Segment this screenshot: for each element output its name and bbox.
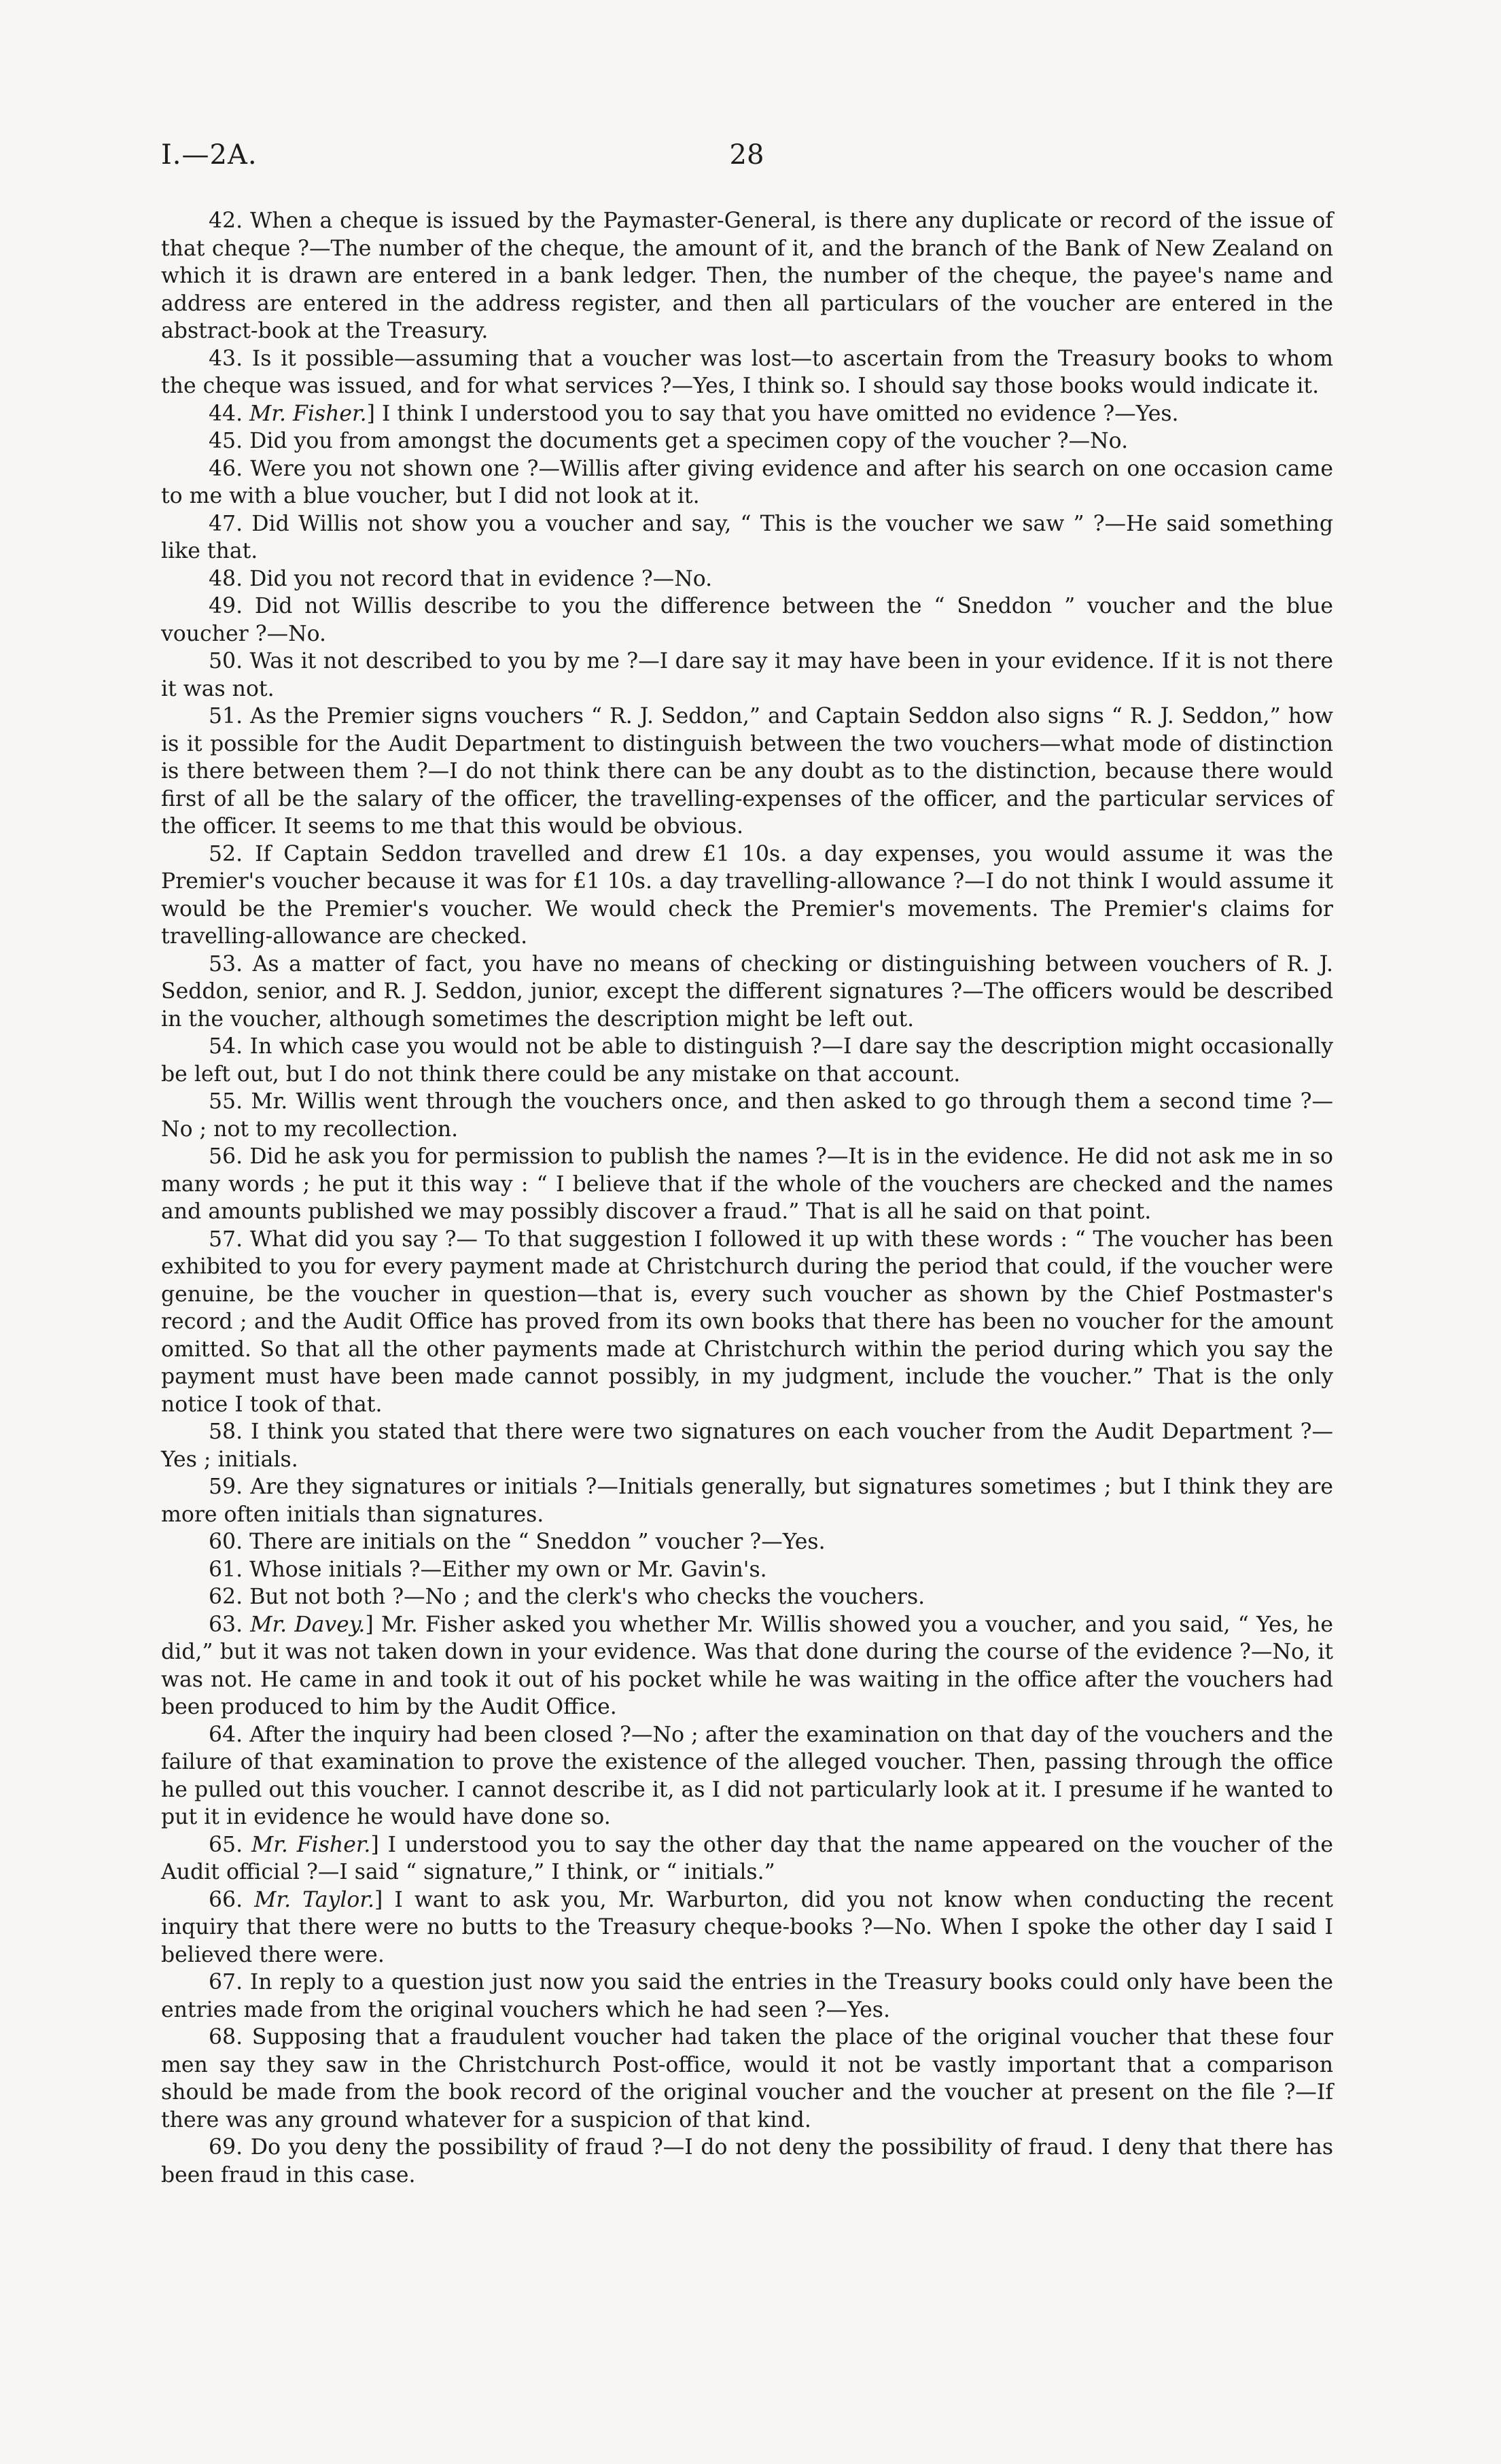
question-56: 56. Did he ask you for permission to publish the names ?—It is in the evidence. He did not ask me in so many words ; he put it this way : “ I believe that if the whole of the vouchers are checked and the names and amounts published we may possibly discover a fraud.” That is all he said on that point. <box>161 1144 1333 1224</box>
question-66 <box>161 1886 1333 1969</box>
question-number: 65. <box>209 1832 243 1857</box>
question-55: 55. Mr. Willis went through the vouchers once, and then asked to go through them a second time ?—No ; not to my recollection. <box>161 1089 1333 1142</box>
question-58: 58. I think you stated that there were two signatures on each voucher from the Audit Department ?—Yes ; initials. <box>161 1420 1333 1472</box>
question-49: 49. Did not Willis describe to you the difference between the “ Sneddon ” voucher and the blue voucher ?—No. <box>161 594 1333 646</box>
question-54: 54. In which case you would not be able to distinguish ?—I dare say the description might occasionally be left out, but I do not think there could be any mistake on that account. <box>161 1034 1333 1087</box>
question-67: 67. In reply to a question just now you said the entries in the Treasury books could only have been the entries made from the original vouchers which he had seen ?—Yes. <box>161 1970 1333 2022</box>
question-59: 59. Are they signatures or initials ?—Initials generally, but signatures sometimes ; but I think they are more often initials than signatures. <box>161 1475 1333 1527</box>
question-69: 69. Do you deny the possibility of fraud ?—I do not deny the possibility of fraud. I deny that there has been fraud in this case. <box>161 2135 1333 2187</box>
question-51: 51. As the Premier signs vouchers “ R. J. Seddon,” and Captain Seddon also signs “ R. J. Seddon,” how is it possible for the Audit Department to distinguish between the two vouchers—what mode of distinction is there between them ?—I do not think there can be any doubt as to the distinction, because there would first of all be the salary of the officer, the travelling-expenses of the officer, and the particular services of the officer. It seems to me that this would be obvious. <box>161 704 1333 839</box>
speaker-name: Mr. Davey. <box>250 1612 366 1637</box>
question-45: 45. Did you from amongst the documents get a specimen copy of the voucher ?—No. <box>209 429 1129 453</box>
question-text: ] I want to ask you, Mr. Warburton, did you not know when conducting the recent inquiry that there were no butts to the Treasury cheque-books ?—No. When I spoke the other day I said I believed there were. <box>161 1887 1333 1967</box>
question-50: 50. Was it not described to you by me ?—I dare say it may have been in your evidence. If it is not there it was not. <box>161 649 1333 701</box>
question-63 <box>161 1611 1333 1721</box>
question-text: ] Mr. Fisher asked you whether Mr. Willis showed you a voucher, and you said, “ Yes, he did,” but it was not taken down in your evidence. Was that done during the course of the evidence ?—No, it was not. He came in and took it out of his pocket while he was waiting in the office after the vouchers had been produced to him by the Audit Office. <box>161 1612 1333 1719</box>
question-68: 68. Supposing that a fraudulent voucher had taken the place of the original voucher that these four men say they saw in the Christchurch Post-office, would it not be vastly important that a comparison should be made from the book record of the original voucher and the voucher at present on the file ?—If there was any ground whatever for a suspicion of that kind. <box>161 2025 1333 2132</box>
question-60: 60. There are initials on the “ Sneddon ” voucher ?—Yes. <box>209 1530 826 1554</box>
question-62: 62. But not both ?—No ; and the clerk's who checks the vouchers. <box>209 1585 925 1609</box>
question-44 <box>161 400 1333 428</box>
document-reference: I.—2A. <box>161 139 258 171</box>
question-61: 61. Whose initials ?—Either my own or Mr. Gavin's. <box>209 1557 767 1582</box>
question-text: ] I think I understood you to say that you have omitted no evidence ?—Yes. <box>366 401 1179 426</box>
question-number: 66. <box>209 1887 243 1912</box>
question-64: 64. After the inquiry had been closed ?—No ; after the examination on that day of the vouchers and the failure of that examination to prove the existence of the alleged voucher. Then, passing through the office he pulled out this voucher. I cannot describe it, as I did not particularly look at it. I presume if he wanted to put it in evidence he would have done so. <box>161 1722 1333 1829</box>
question-number: 63. <box>209 1612 243 1637</box>
question-57: 57. What did you say ?— To that suggestion I followed it up with these words : “ The voucher has been exhibited to you for every payment made at Christchurch during the period that could, if the voucher were genuine, be the voucher in question—that is, every such voucher as shown by the Chief Postmaster's record ; and the Audit Office has proved from its own books that there has been no voucher for the amount omitted. So that all the other payments made at Christchurch within the period during which you say the payment must have been made cannot possibly, in my judgment, include the voucher.” That is the only notice I took of that. <box>161 1227 1333 1417</box>
question-text: ] I understood you to say the other day that the name appeared on the voucher of the Audit official ?—I said “ signature,” I think, or “ initials.” <box>161 1832 1334 1884</box>
evidence-body <box>161 207 1333 2189</box>
question-42: 42. When a cheque is issued by the Paymaster-General, is there any duplicate or record of the issue of that cheque ?—The number of the cheque, the amount of it, and the branch of the Bank of New Zealand on which it is drawn are entered in a bank ledger. Then, the number of the cheque, the payee's name and address are entered in the address register, and then all particulars of the voucher are entered in the abstract-book at the Treasury. <box>161 209 1333 343</box>
speaker-name: Mr. Fisher. <box>249 401 367 426</box>
question-48: 48. Did you not record that in evidence ?—No. <box>209 566 713 591</box>
page-header <box>161 139 1333 180</box>
page-number: 28 <box>729 139 764 171</box>
question-43: 43. Is it possible—assuming that a voucher was lost—to ascertain from the Treasury books to whom the cheque was issued, and for what services ?—Yes, I think so. I should say those books would indicate it. <box>161 346 1333 398</box>
question-52: 52. If Captain Seddon travelled and drew £1 10s. a day expenses, you would assume it was the Premier's voucher because it was for £1 10s. a day travelling-allowance ?—I do not think I would assume it would be the Premier's voucher. We would check the Premier's movements. The Premier's claims for travelling-allowance are checked. <box>161 841 1333 949</box>
question-47: 47. Did Willis not show you a voucher and say, “ This is the voucher we saw ” ?—He said something like that. <box>161 511 1333 563</box>
speaker-name: Mr. Taylor. <box>254 1887 374 1912</box>
question-number: 44. <box>209 401 243 426</box>
question-65 <box>161 1831 1333 1886</box>
question-46: 46. Were you not shown one ?—Willis after giving evidence and after his search on one occasion came to me with a blue voucher, but I did not look at it. <box>161 456 1333 508</box>
question-53: 53. As a matter of fact, you have no means of checking or distinguishing between vouchers of R. J. Seddon, senior, and R. J. Seddon, junior, except the different signatures ?—The officers would be described in the voucher, although sometimes the description might be left out. <box>161 951 1333 1032</box>
speaker-name: Mr. Fisher. <box>251 1832 371 1857</box>
